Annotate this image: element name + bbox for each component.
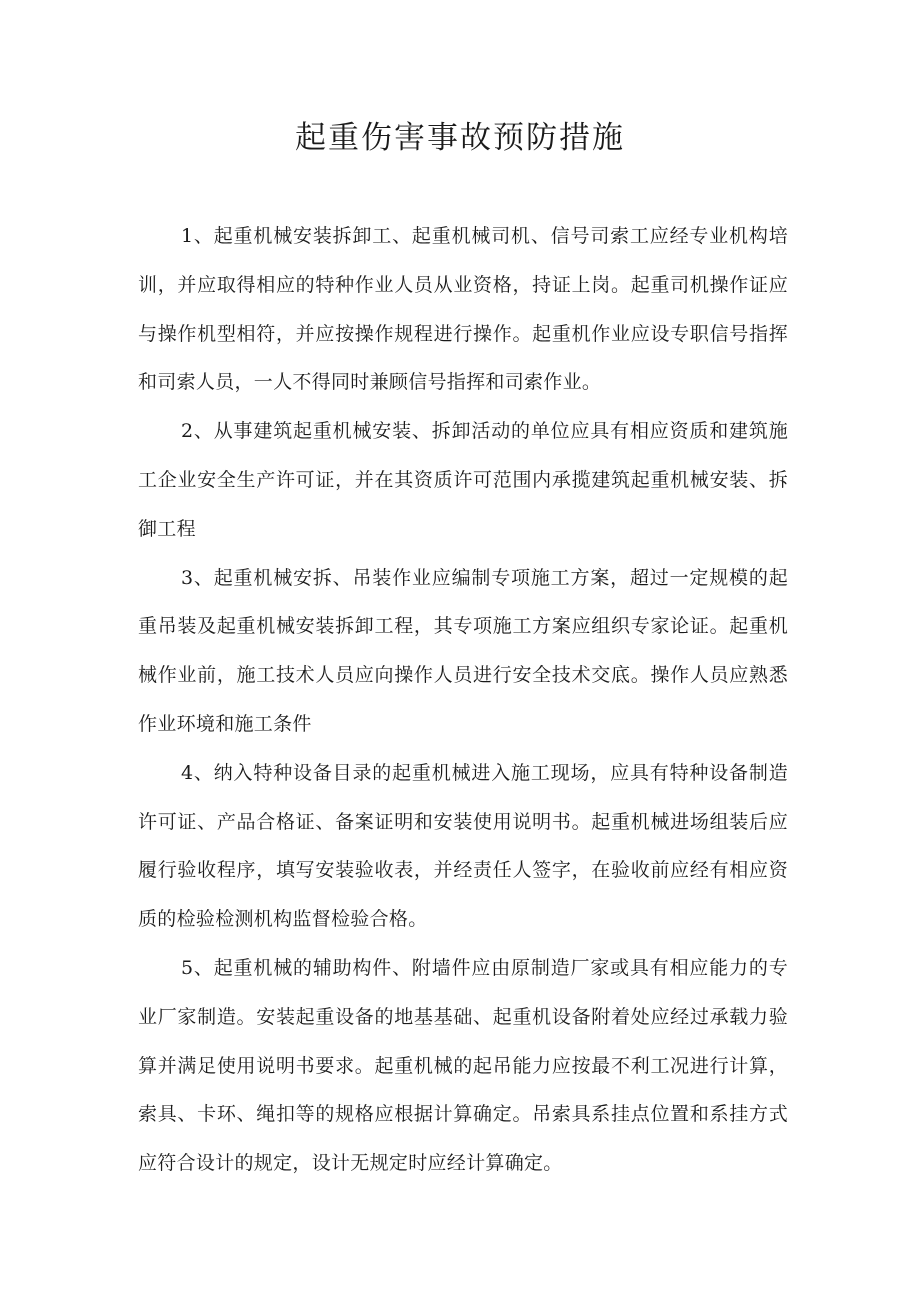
paragraph-4: 4、纳入特种设备目录的起重机械进入施工现场，应具有特种设备制造许可证、产品合格证、备案证明和安装使用说明书。起重机械进场组装后应履行验收程序，填写安装验收表，并经责任人签字，在验收前应经有相应资质的检验检测机构监督检验合格。 <box>138 761 788 931</box>
paragraph-1: 1、起重机械安装拆卸工、起重机械司机、信号司索工应经专业机构培训，并应取得相应的特种作业人员从业资格，持证上岗。起重司机操作证应与操作机型相符，并应按操作规程进行操作。起重机作业应设专职信号指挥和司索人员，一人不得同时兼顾信号指挥和司索作业。 <box>138 225 788 394</box>
paragraph-5: 5、起重机械的辅助构件、附墙件应由原制造厂家或具有相应能力的专业厂家制造。安装起重设备的地基基础、起重机设备附着处应经过承载力验算并满足使用说明书要求。起重机械的起吊能力应按最不利工况进行计算，索具、卡环、绳扣等的规格应根据计算确定。吊索具系挂点位置和系挂方式应符合设计的规定，设计无规定时应经计算确定。 <box>138 956 788 1175</box>
page-title: 起重伤害事故预防措施 <box>295 120 625 156</box>
paragraph-2: 2、从事建筑起重机械安装、拆卸活动的单位应具有相应资质和建筑施工企业安全生产许可证，并在其资质许可范围内承揽建筑起重机械安装、拆御工程 <box>138 420 788 540</box>
document-body <box>138 212 788 1188</box>
paragraph-3: 3、起重机械安拆、吊装作业应编制专项施工方案，超过一定规模的起重吊装及起重机械安装拆卸工程，其专项施工方案应组织专家论证。起重机械作业前，施工技术人员应向操作人员进行安全技术交底。操作人员应熟悉作业环境和施工条件 <box>138 566 788 735</box>
